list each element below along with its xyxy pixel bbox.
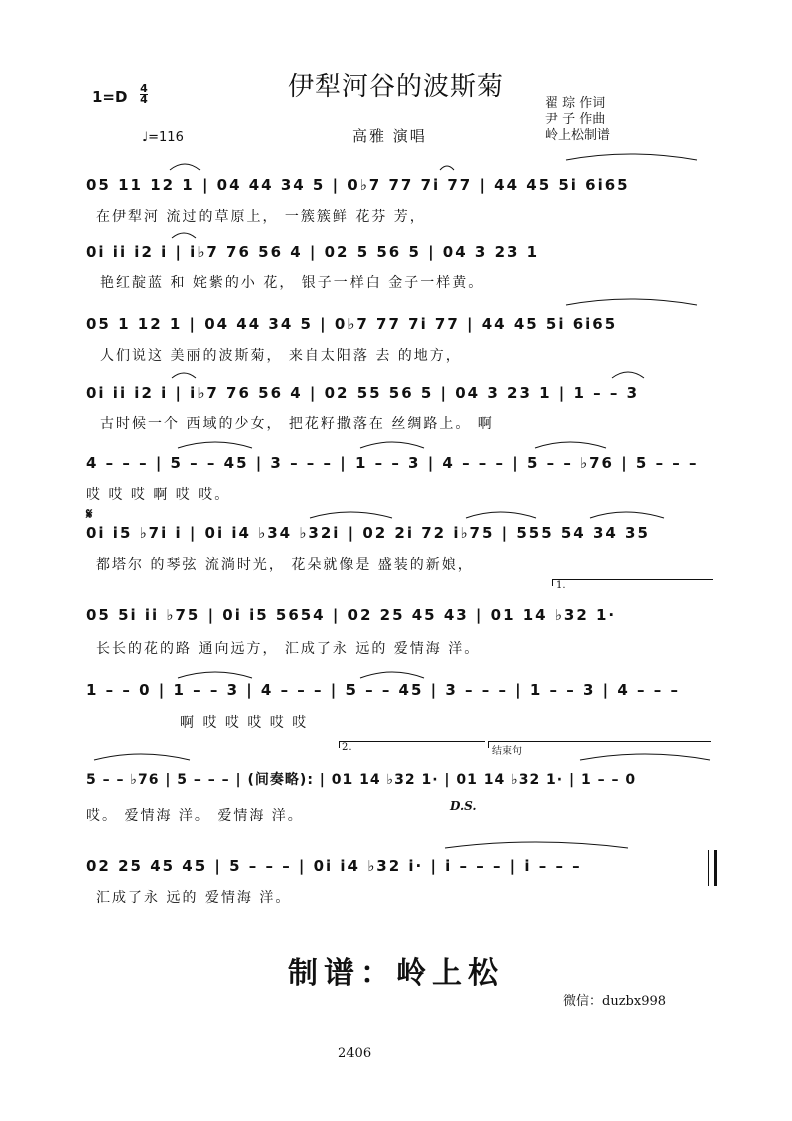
score-row-5-notes: 4 – – – | 5 – – 45 | 3 – – – | 1 – – 3 | 4 – – – | 5 – – ♭76 | 5 – – –	[86, 454, 699, 472]
score-row-1-notes: 05 11 12 1 | 04 44 34 5 | 0♭7 77 7i 77 | 44 45 5i 6i65	[86, 176, 630, 194]
score-row-8-lyrics: 啊 哎 哎 哎 哎 哎	[180, 715, 309, 731]
wechat-contact: 微信：duzbx998	[563, 994, 667, 1009]
ending-label: 结束句	[492, 746, 522, 757]
score-row-2-notes: 0i ii i2 i | i♭7 76 56 4 | 02 5 56 5 | 04 3 23 1	[86, 243, 540, 261]
engraver-credit: 岭上松制谱	[545, 128, 611, 143]
volta-2-bracket	[339, 741, 485, 748]
volta-1-bracket	[552, 579, 713, 586]
ds-marking: D.S.	[450, 799, 477, 813]
score-row-3-lyrics: 人们说这 美丽的波斯菊， 来自太阳落 去 的地方，	[100, 348, 462, 364]
time-signature-bottom: 4	[140, 93, 148, 106]
score-row-2-lyrics: 艳红靛蓝 和 姹紫的小 花， 银子一样白 金子一样黄。	[100, 275, 485, 291]
score-row-10-notes: 02 25 45 45 | 5 – – – | 0i i4 ♭32 i· | i – – – | i – – –	[86, 857, 582, 875]
score-row-7-lyrics: 长长的花的路 通向远方， 汇成了永 远的 爱情海 洋。	[96, 641, 481, 657]
score-row-7-notes: 05 5i ii ♭75 | 0i i5 5654 | 02 25 45 43 | 01 14 ♭32 1·	[86, 606, 617, 624]
engraver-signature: 制谱：岭上松	[288, 956, 504, 991]
tempo-marking: ♩=116	[142, 130, 184, 145]
page-number: 2406	[338, 1046, 372, 1061]
time-signature-top: 4	[140, 82, 148, 95]
volta-2-label: 2.	[342, 742, 352, 753]
score-row-6-notes: 0i i5 ♭7i i | 0i i4 ♭34 ♭32i | 02 2i 72 i♭75 | 555 54 34 35	[86, 524, 650, 542]
song-title: 伊犁河谷的波斯菊	[287, 72, 504, 102]
score-row-3-notes: 05 1 12 1 | 04 44 34 5 | 0♭7 77 7i 77 | 44 45 5i 6i65	[86, 315, 618, 333]
score-row-4-lyrics: 古时候一个 西域的少女， 把花籽撒落在 丝绸路上。 啊	[100, 416, 494, 432]
segno-sign: 𝄋	[86, 505, 93, 523]
key-signature: 1=D	[92, 88, 128, 106]
score-row-6-lyrics: 都塔尔 的琴弦 流淌时光， 花朵就像是 盛装的新娘，	[96, 557, 474, 573]
composer-credit: 尹 子 作曲	[545, 112, 606, 127]
score-row-9-lyrics: 哎。 爱情海 洋。 爱情海 洋。	[86, 808, 304, 824]
lyricist-credit: 翟 琮 作词	[545, 96, 606, 111]
score-row-5-lyrics: 哎 哎 哎 啊 哎 哎。	[86, 487, 231, 503]
score-row-9-notes: 5 – – ♭76 | 5 – – – | (间奏略): | 01 14 ♭32 1· | 01 14 ♭32 1· | 1 – – 0	[86, 772, 637, 788]
credits-block	[545, 96, 610, 144]
time-signature	[140, 84, 148, 105]
score-row-4-notes: 0i ii i2 i | i♭7 76 56 4 | 02 55 56 5 | 04 3 23 1 | 1 – – 3	[86, 384, 639, 402]
score-row-1-lyrics: 在伊犁河 流过的草原上， 一簇簇鲜 花芬 芳，	[96, 209, 426, 225]
score-row-8-notes: 1 – – 0 | 1 – – 3 | 4 – – – | 5 – – 45 | 3 – – – | 1 – – 3 | 4 – – –	[86, 681, 680, 699]
volta-1-label: 1.	[556, 580, 566, 591]
singer-credit: 高雅 演唱	[352, 127, 427, 145]
score-row-10-lyrics: 汇成了永 远的 爱情海 洋。	[96, 890, 292, 906]
final-double-barline	[708, 850, 717, 886]
